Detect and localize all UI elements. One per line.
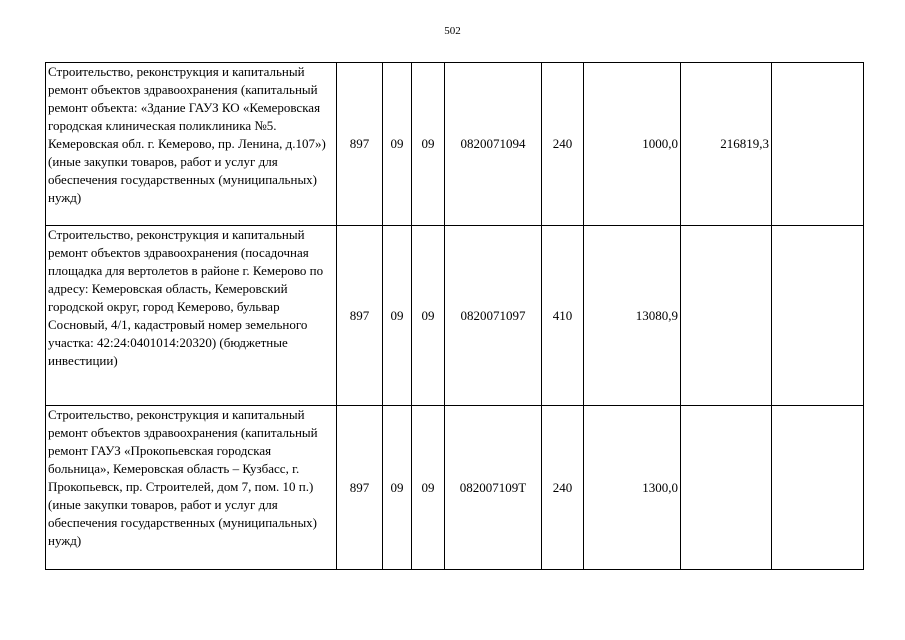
expense-type-code: 410 — [542, 226, 584, 406]
subsection-code: 09 — [412, 406, 445, 570]
amount-cell-2 — [681, 226, 772, 406]
row-description: Строительство, реконструкция и капитальный ремонт объектов здравоохранения (посадочная площадка для вертолетов в районе г. Кемерово по адресу: Кемеровская область, Кемеровский городской округ, город Кемерово, бульвар Сосновый, 4/1, кадастровый номер земельного участка: 42:24:0401014:20320) (бюджетные инвестиции) — [46, 226, 337, 406]
amount-cell-1: 1300,0 — [584, 406, 681, 570]
expense-type-code: 240 — [542, 406, 584, 570]
target-article-code: 082007109Т — [445, 406, 542, 570]
table-row — [46, 226, 864, 406]
amount-cell-3 — [772, 63, 864, 226]
section-code: 09 — [383, 63, 412, 226]
amount-cell-1: 1000,0 — [584, 63, 681, 226]
ministry-code: 897 — [337, 226, 383, 406]
table-row — [46, 63, 864, 226]
ministry-code: 897 — [337, 63, 383, 226]
amount-cell-2 — [681, 406, 772, 570]
section-code: 09 — [383, 226, 412, 406]
target-article-code: 0820071094 — [445, 63, 542, 226]
page-number: 502 — [444, 25, 461, 37]
amount-cell-3 — [772, 406, 864, 570]
subsection-code: 09 — [412, 63, 445, 226]
budget-table — [45, 62, 864, 570]
amount-cell-2: 216819,3 — [681, 63, 772, 226]
ministry-code: 897 — [337, 406, 383, 570]
target-article-code: 0820071097 — [445, 226, 542, 406]
expense-type-code: 240 — [542, 63, 584, 226]
row-description: Строительство, реконструкция и капитальный ремонт объектов здравоохранения (капитальный ремонт ГАУЗ «Прокопьевская городская больница», Кемеровская область – Кузбасс, г. Прокопьевск, пр. Строителей, дом 7, пом. 10 п.) (иные закупки товаров, работ и услуг для обеспечения государственных (муниципальных) нужд) — [46, 406, 337, 570]
subsection-code: 09 — [412, 226, 445, 406]
row-description: Строительство, реконструкция и капитальный ремонт объектов здравоохранения (капитальный ремонт объекта: «Здание ГАУЗ КО «Кемеровская городская клиническая поликлиника №5. Кемеровская обл. г. Кемерово, пр. Ленина, д.107») (иные закупки товаров, работ и услуг для обеспечения государственных (муниципальных) нужд) — [46, 63, 337, 226]
amount-cell-3 — [772, 226, 864, 406]
table-row — [46, 406, 864, 570]
section-code: 09 — [383, 406, 412, 570]
amount-cell-1: 13080,9 — [584, 226, 681, 406]
